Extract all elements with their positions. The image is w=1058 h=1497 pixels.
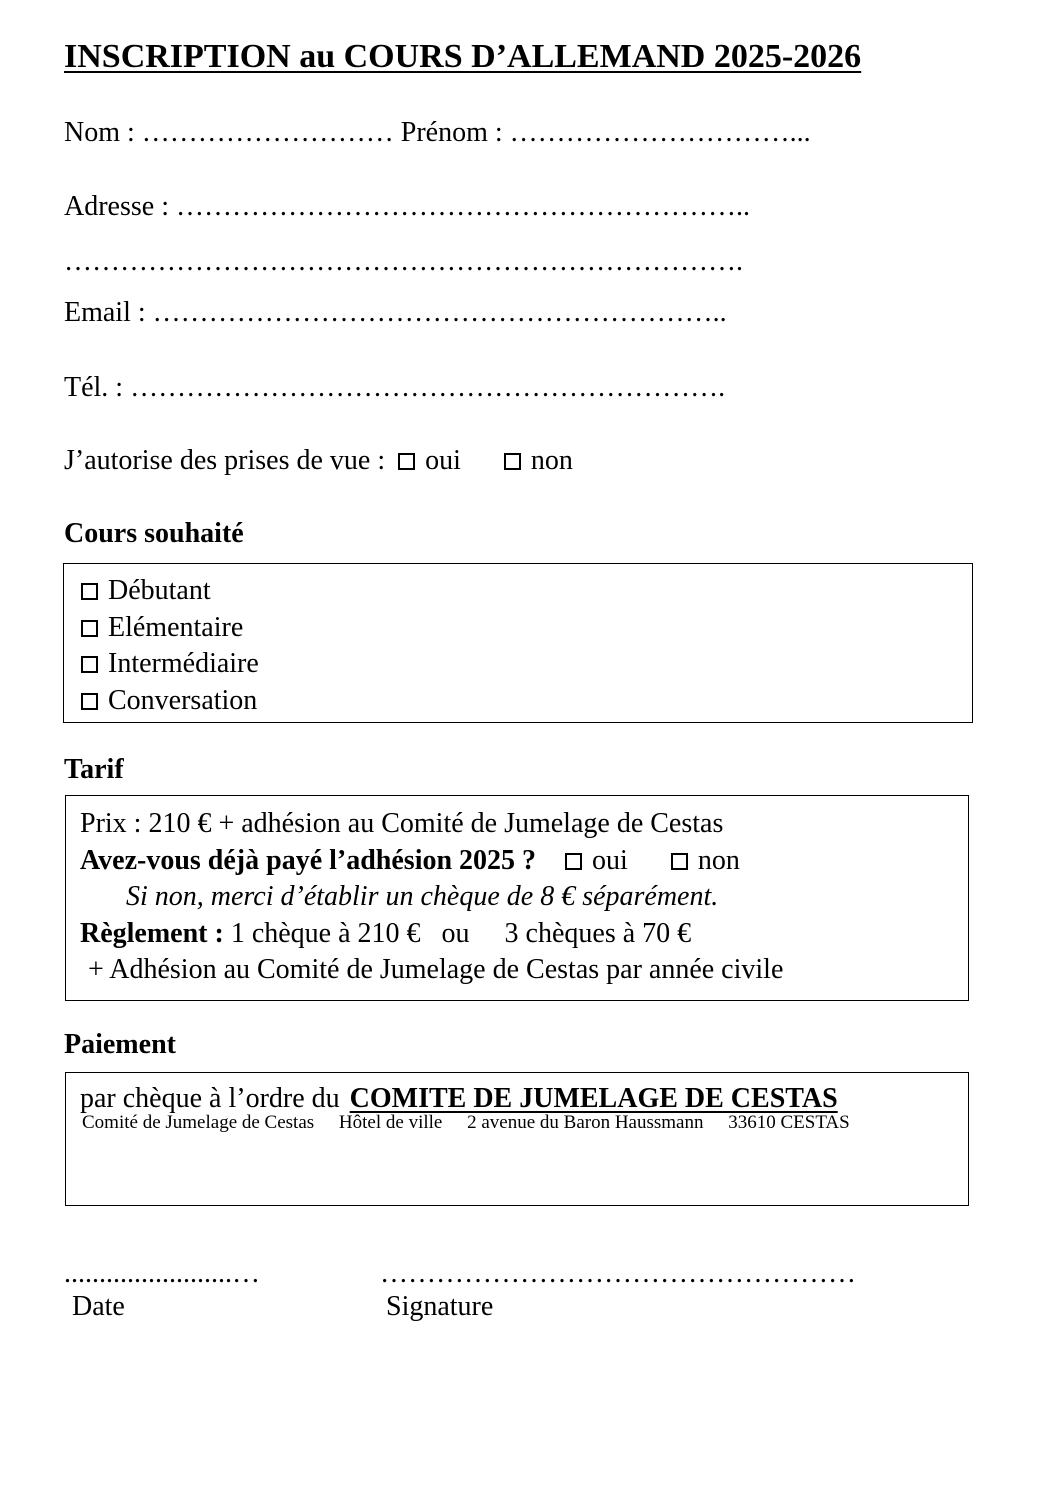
- date-field[interactable]: ........................…: [64, 1258, 260, 1289]
- reglement-label: Règlement :: [80, 917, 224, 949]
- adhesion-note: Si non, merci d’établir un chèque de 8 € séparément.: [126, 881, 719, 912]
- date-label: Date: [72, 1291, 125, 1322]
- cours-heading: Cours souhaité: [64, 518, 244, 549]
- photo-consent-label: J’autorise des prises de vue :: [64, 445, 386, 476]
- paiement-order-text: par chèque à l’ordre du: [80, 1083, 340, 1114]
- adhesion-yes-checkbox[interactable]: [565, 853, 582, 870]
- checkbox[interactable]: [81, 583, 98, 600]
- adhesion-question-row: [80, 843, 968, 880]
- adhesion-no-checkbox[interactable]: [671, 853, 688, 870]
- payee-name: COMITE DE JUMELAGE DE CESTAS: [349, 1083, 838, 1114]
- paiement-box: [65, 1072, 969, 1206]
- photo-consent-row: [64, 445, 573, 477]
- cours-option-debutant[interactable]: Débutant: [81, 573, 972, 610]
- address-line: 2 avenue du Baron Haussmann: [467, 1111, 704, 1133]
- paiement-heading: Paiement: [64, 1029, 176, 1060]
- checkbox[interactable]: [81, 693, 98, 710]
- photo-yes-label: oui: [425, 445, 461, 476]
- address-line: Comité de Jumelage de Cestas: [82, 1111, 315, 1133]
- signature-field[interactable]: ……………………………………………: [380, 1258, 856, 1289]
- checkbox[interactable]: [81, 656, 98, 673]
- payee-address: [80, 1112, 968, 1134]
- address-line: Hôtel de ville: [338, 1111, 443, 1133]
- adresse-field[interactable]: Adresse : ……………………………………………………..: [64, 191, 750, 222]
- reglement-text: 1 chèque à 210 € ou 3 chèques à 70 €: [230, 917, 692, 949]
- signature-label: Signature: [386, 1291, 494, 1322]
- tarif-heading: Tarif: [64, 754, 124, 785]
- page-title: INSCRIPTION au COURS D’ALLEMAND 2025-2026: [64, 38, 862, 75]
- photo-yes-checkbox[interactable]: [398, 453, 415, 470]
- tel-field[interactable]: Tél. : ……………………………………………………….: [64, 372, 726, 403]
- adhesion-yes-label: oui: [592, 844, 628, 876]
- photo-no-label: non: [530, 445, 573, 476]
- address-line: 33610 CESTAS: [728, 1111, 850, 1133]
- adhesion-question: Avez-vous déjà payé l’adhésion 2025 ?: [80, 844, 537, 876]
- adhesion-no-label: non: [697, 844, 740, 876]
- tarif-prix: Prix : 210 € + adhésion au Comité de Jumelage de Cestas: [80, 808, 724, 839]
- photo-no-checkbox[interactable]: [504, 453, 521, 470]
- nom-prenom-field[interactable]: Nom : ……………………… Prénom : …………………………...: [64, 117, 811, 148]
- reglement-row: [80, 916, 968, 953]
- email-field[interactable]: Email : ……………………………………………………..: [64, 297, 727, 328]
- cours-option-intermediaire[interactable]: Intermédiaire: [81, 646, 972, 683]
- cours-box: [63, 563, 973, 723]
- checkbox[interactable]: [81, 620, 98, 637]
- adhesion-civile: + Adhésion au Comité de Jumelage de Cestas par année civile: [88, 954, 784, 985]
- cours-option-elementaire[interactable]: Elémentaire: [81, 610, 972, 647]
- cours-option-conversation[interactable]: Conversation: [81, 683, 972, 720]
- tarif-box: [65, 795, 969, 1001]
- adresse-field-line2[interactable]: ……………………………………………………………….: [64, 246, 743, 277]
